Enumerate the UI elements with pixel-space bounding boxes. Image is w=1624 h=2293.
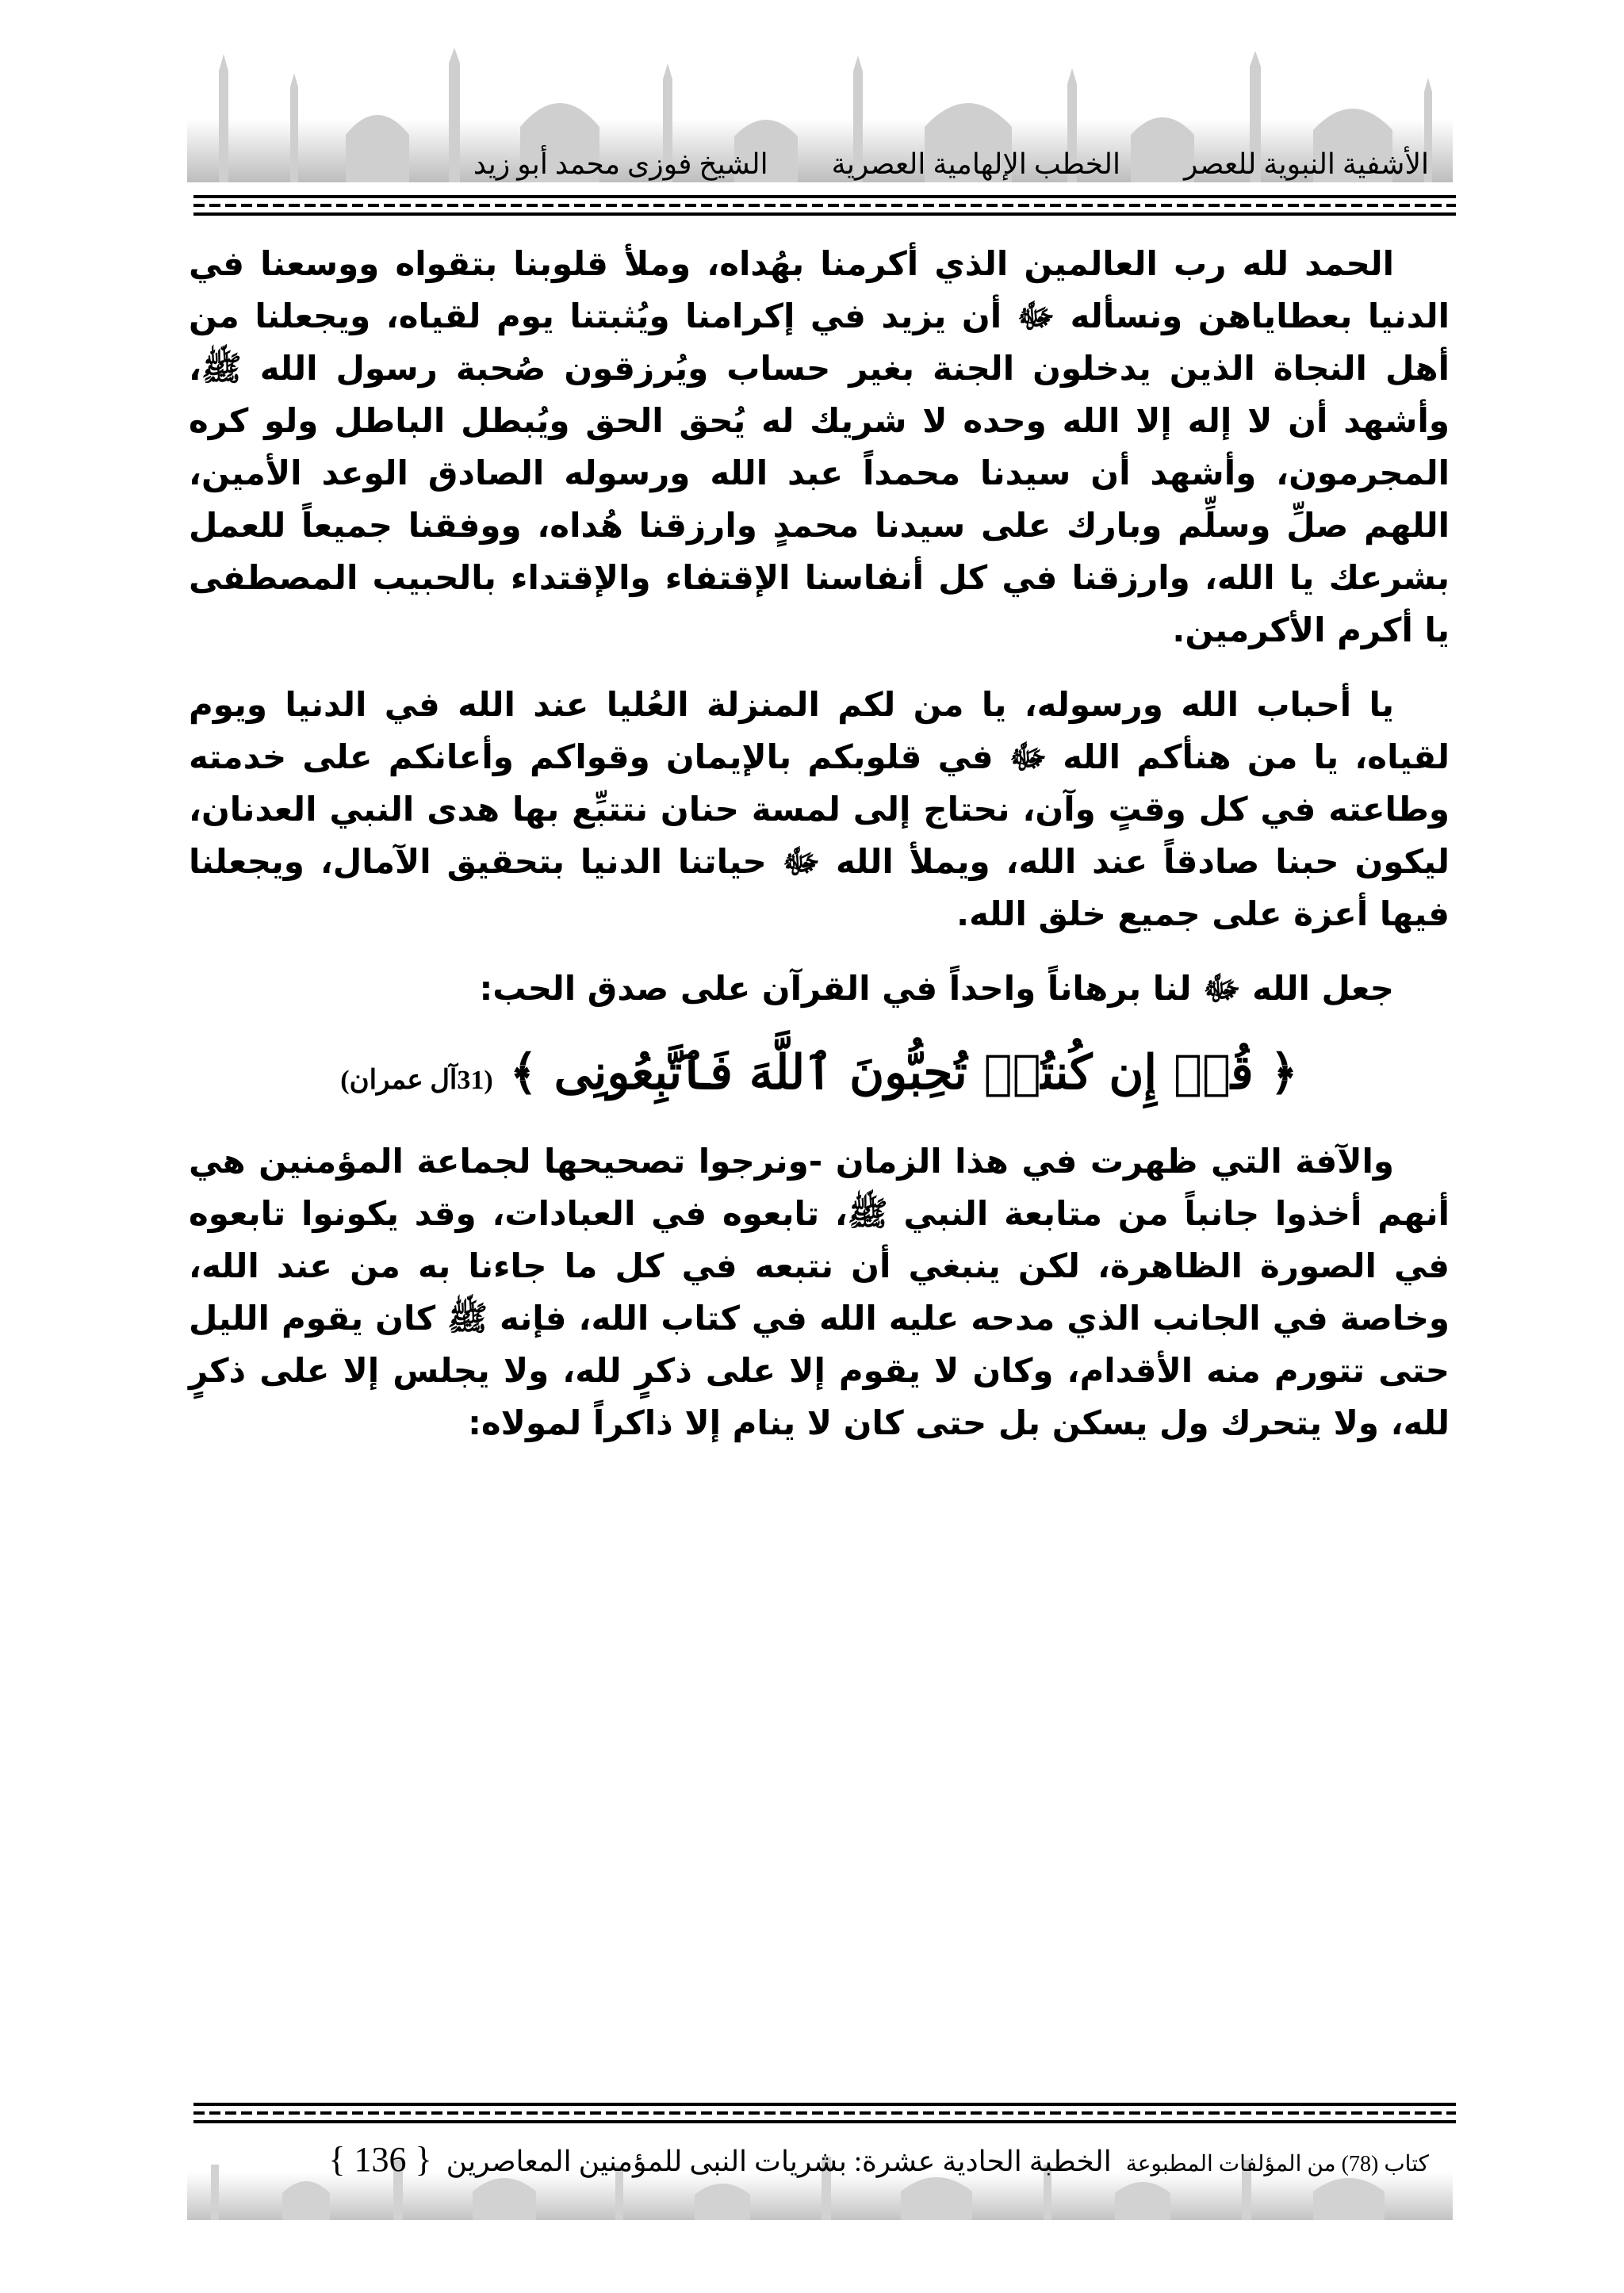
address-paragraph: يا أحباب الله ورسوله، يا من لكم المنزلة العُليا عند الله في الدنيا ويوم لقياه، يا من هنأكم الله ﷻ في قلوبكم بالإيمان وقواكم وأعانكم على خدمته وطاعته في كل وقتٍ وآن، نحتاج إلى لمسة حنان نتتبِّع بها هدى النبي العدنان، ليكون حبنا صادقاً عند الله، ويملأ الله ﷻ حياتنا الدنيا بتحقيق الآمال، ويجعلنا فيها أعزة على جميع خلق الله. <box>189 685 1450 933</box>
header-band <box>187 48 1453 182</box>
header-author: الشيخ فوزى محمد أبو زيد <box>473 148 768 180</box>
verse-text: ﴿ قُلۡ إِن كُنتُمۡ تُحِبُّونَ ٱللَّهَ فَٱتَّبِعُونِى ﴾ <box>509 1045 1298 1101</box>
quran-verse <box>189 1029 1450 1124</box>
sermon-body <box>189 238 1450 1449</box>
footer-divider <box>193 2103 1456 2123</box>
running-footer <box>328 2139 1429 2180</box>
footer-band <box>187 2125 1453 2220</box>
footer-book-info: كتاب (78) من المؤلفات المطبوعة <box>1125 2152 1429 2176</box>
header-book-title: الأشفية النبوية للعصر <box>1183 148 1429 180</box>
page-number: { 136 } <box>328 2140 432 2179</box>
opening-paragraph: الحمد لله رب العالمين الذي أكرمنا بهُداه، وملأ قلوبنا بتقواه ووسعنا في الدنيا بعطاياهن ونسأله ﷻ أن يزيد في إكرامنا ويُثبتنا يوم لقياه، ويجعلنا من أهل النجاة الذين يدخلون الجنة بغير حساب ويُرزقون صُحبة رسول الله ﷺ، وأشهد أن لا إله إلا الله وحده لا شريك له يُحق الحق ويُبطل الباطل ولو كره المجرمون، وأشهد أن سيدنا محمداً عبد الله ورسوله الصادق الوعد الأمين، اللهم صلِّ وسلِّم وبارك على سيدنا محمدٍ وارزقنا هُداه، ووفقنا جميعاً للعمل بشرعك يا الله، وارزقنا في كل أنفاسنا الإقتفاء والإقتداء بالحبيب المصطفى يا أكرم الأكرمين. <box>189 244 1450 649</box>
header-series-title: الخطب الإلهامية العصرية <box>831 148 1120 180</box>
verse-reference: (31آل عمران) <box>340 1066 493 1095</box>
running-header <box>473 147 1429 181</box>
main-paragraph: والآفة التي ظهرت في هذا الزمان -ونرجوا تصحيحها لجماعة المؤمنين هي أنهم أخذوا جانباً من متابعة النبي ﷺ، تابعوه في العبادات، وقد يكونوا تابعوه في الصورة الظاهرة، لكن ينبغي أن نتبعه في كل ما جاءنا به من عند الله، وخاصة في الجانب الذي مدحه عليه الله في كتاب الله، فإنه ﷺ كان يقوم الليل حتى تتورم منه الأقدام، وكان لا يقوم إلا على ذكرٍ لله، ولا يجلس إلا على ذكرٍ لله، ولا يتحرك ول يسكن بل حتى كان لا ينام إلا ذاكراً لمولاه: <box>189 1142 1450 1442</box>
header-divider <box>193 195 1456 216</box>
verse-intro: جعل الله ﷻ لنا برهاناً واحداً في القرآن على صدق الحب: <box>479 969 1394 1008</box>
footer-sermon-info: الخطبة الحادية عشرة: بشريات النبى للمؤمنين المعاصرين <box>446 2146 1112 2177</box>
